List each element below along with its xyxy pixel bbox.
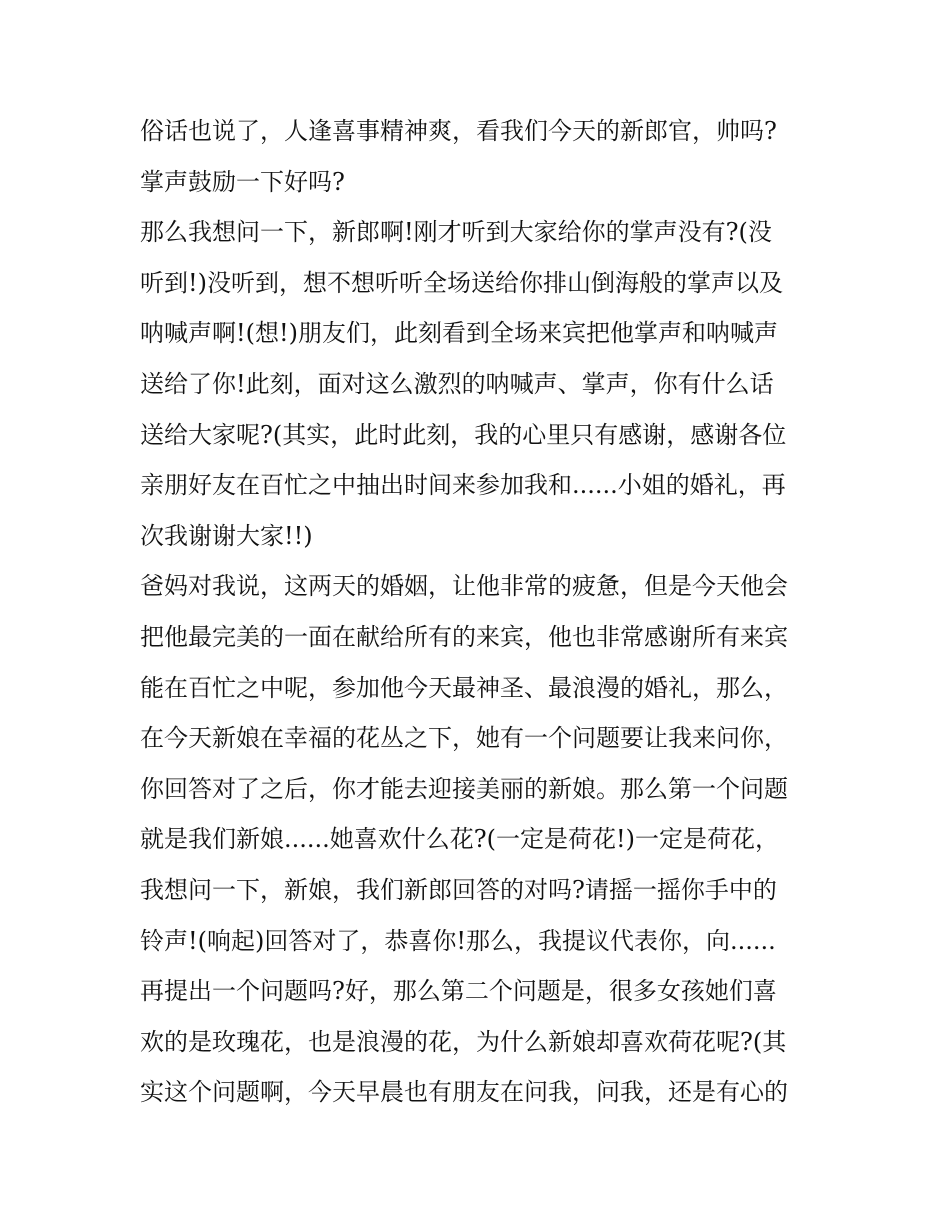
text-line: 送给了你!此刻，面对这么激烈的呐喊声、掌声，你有什么话: [140, 369, 774, 398]
text-line: 能在百忙之中呢，参加他今天最神圣、最浪漫的婚礼，那么，: [140, 673, 788, 702]
text-line: 听到!)没听到，想不想听听全场送给你排山倒海般的掌声以及: [140, 268, 784, 297]
text-line: 亲朋好友在百忙之中抽出时间来参加我和......小姐的婚礼，再: [140, 471, 786, 500]
text-line: 俗话也说了，人逢喜事精神爽，看我们今天的新郎官，帅吗?: [140, 117, 777, 145]
text-line: 爸妈对我说，这两天的婚姻，让他非常的疲惫，但是今天他会: [140, 572, 788, 601]
text-line: 铃声!(响起)回答对了，恭喜你!那么，我提议代表你，向......: [140, 926, 776, 955]
text-line: 呐喊声啊!(想!)朋友们，此刻看到全场来宾把他掌声和呐喊声: [140, 319, 779, 348]
text-line: 把他最完美的一面在献给所有的来宾，他也非常感谢所有来宾: [140, 622, 788, 651]
text-line: 送给大家呢?(其实，此时此刻，我的心里只有感谢，感谢各位: [140, 420, 787, 449]
text-line: 我想问一下，新娘，我们新郎回答的对吗?请摇一摇你手中的: [140, 875, 777, 904]
text-line: 就是我们新娘......她喜欢什么花?(一定是荷花!)一定是荷花，: [140, 825, 780, 854]
text-line: 实这个问题啊，今天早晨也有朋友在问我，问我，还是有心的: [140, 1078, 788, 1107]
text-line: 再提出一个问题吗?好，那么第二个问题是，很多女孩她们喜: [140, 977, 777, 1006]
text-line: 你回答对了之后，你才能去迎接美丽的新娘。那么第一个问题: [140, 774, 788, 803]
body-text: [140, 106, 830, 1118]
text-line: 欢的是玫瑰花，也是浪漫的花，为什么新娘却喜欢荷花呢?(其: [140, 1027, 787, 1056]
text-line: 掌声鼓励一下好吗?: [140, 167, 345, 196]
text-line: 次我谢谢大家!!): [140, 521, 313, 550]
text-line: 那么我想问一下，新郎啊!刚才听到大家给你的掌声没有?(没: [140, 218, 772, 247]
text-line: 在今天新娘在幸福的花丛之下，她有一个问题要让我来问你，: [140, 724, 788, 753]
